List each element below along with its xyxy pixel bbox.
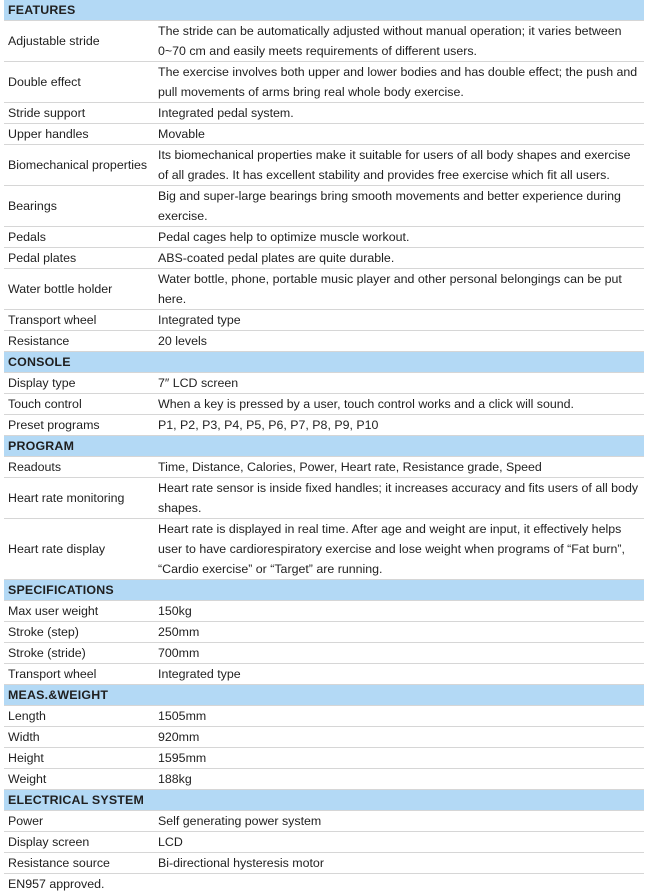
spec-value: Bi-directional hysteresis motor — [154, 853, 644, 874]
spec-value: 920mm — [154, 727, 644, 748]
spec-label: Preset programs — [4, 415, 154, 436]
spec-row — [4, 519, 644, 580]
section-header — [4, 0, 644, 21]
spec-label: Transport wheel — [4, 664, 154, 685]
spec-value: 7″ LCD screen — [154, 373, 644, 394]
section-header — [4, 580, 644, 601]
spec-value: ABS-coated pedal plates are quite durable. — [154, 248, 644, 269]
section-title: PROGRAM — [4, 436, 644, 457]
spec-label: Display type — [4, 373, 154, 394]
spec-value: Pedal cages help to optimize muscle workout. — [154, 227, 644, 248]
spec-value: 1595mm — [154, 748, 644, 769]
spec-row — [4, 769, 644, 790]
spec-value: Heart rate sensor is inside fixed handles; it increases accuracy and fits users of all body shapes. — [154, 478, 644, 519]
spec-value: Big and super-large bearings bring smooth movements and better experience during exercise. — [154, 186, 644, 227]
spec-label: Display screen — [4, 832, 154, 853]
spec-row — [4, 853, 644, 874]
spec-row — [4, 415, 644, 436]
spec-label: Water bottle holder — [4, 269, 154, 310]
spec-value: 20 levels — [154, 331, 644, 352]
section-title: CONSOLE — [4, 352, 644, 373]
spec-row — [4, 373, 644, 394]
spec-row — [4, 748, 644, 769]
spec-value: LCD — [154, 832, 644, 853]
spec-row — [4, 706, 644, 727]
spec-value: Water bottle, phone, portable music player and other personal belongings can be put here. — [154, 269, 644, 310]
spec-value: 250mm — [154, 622, 644, 643]
section-title: MEAS.&WEIGHT — [4, 685, 644, 706]
footer-note: EN957 approved. — [8, 877, 105, 891]
spec-value: Movable — [154, 124, 644, 145]
spec-label: Readouts — [4, 457, 154, 478]
spec-row — [4, 331, 644, 352]
section-title: ELECTRICAL SYSTEM — [4, 790, 644, 811]
spec-value: Self generating power system — [154, 811, 644, 832]
spec-row — [4, 457, 644, 478]
spec-label: Pedal plates — [4, 248, 154, 269]
spec-label: Biomechanical properties — [4, 145, 154, 186]
section-header — [4, 436, 644, 457]
spec-row — [4, 664, 644, 685]
spec-label: Stride support — [4, 103, 154, 124]
spec-sheet — [4, 0, 644, 894]
spec-row — [4, 269, 644, 310]
spec-row — [4, 124, 644, 145]
spec-value: 188kg — [154, 769, 644, 790]
spec-row — [4, 811, 644, 832]
spec-row — [4, 394, 644, 415]
spec-value: Its biomechanical properties make it suitable for users of all body shapes and exercise of all grades. It has excellent stability and provides free exercise which fit all users. — [154, 145, 644, 186]
spec-value: 700mm — [154, 643, 644, 664]
spec-label: Width — [4, 727, 154, 748]
spec-value: Integrated type — [154, 310, 644, 331]
spec-row — [4, 62, 644, 103]
spec-label: Pedals — [4, 227, 154, 248]
spec-label: Resistance — [4, 331, 154, 352]
spec-label: Height — [4, 748, 154, 769]
spec-value: Integrated type — [154, 664, 644, 685]
spec-value: The exercise involves both upper and lower bodies and has double effect; the push and pull movements of arms bring real whole body exercise. — [154, 62, 644, 103]
spec-value: When a key is pressed by a user, touch control works and a click will sound. — [154, 394, 644, 415]
spec-row — [4, 622, 644, 643]
spec-label: Touch control — [4, 394, 154, 415]
spec-row — [4, 601, 644, 622]
section-header — [4, 685, 644, 706]
spec-value: Heart rate is displayed in real time. After age and weight are input, it effectively helps user to have cardiorespiratory exercise and lose weight when programs of “Fat burn”, “Cardio exercise” or “Target” are running. — [154, 519, 644, 580]
section-header — [4, 352, 644, 373]
spec-value: 150kg — [154, 601, 644, 622]
spec-label: Length — [4, 706, 154, 727]
spec-value: P1, P2, P3, P4, P5, P6, P7, P8, P9, P10 — [154, 415, 644, 436]
spec-row — [4, 227, 644, 248]
spec-label: Transport wheel — [4, 310, 154, 331]
spec-label: Power — [4, 811, 154, 832]
spec-value: The stride can be automatically adjusted without manual operation; it varies between 0~70 cm and easily meets requirements of different users. — [154, 21, 644, 62]
spec-label: Adjustable stride — [4, 21, 154, 62]
section-header — [4, 790, 644, 811]
spec-row — [4, 478, 644, 519]
section-title: SPECIFICATIONS — [4, 580, 644, 601]
spec-row — [4, 248, 644, 269]
spec-label: Weight — [4, 769, 154, 790]
spec-row — [4, 832, 644, 853]
spec-row — [4, 643, 644, 664]
spec-value: 1505mm — [154, 706, 644, 727]
spec-row — [4, 186, 644, 227]
spec-label: Max user weight — [4, 601, 154, 622]
spec-label: Heart rate display — [4, 519, 154, 580]
spec-table — [4, 0, 644, 874]
spec-value: Integrated pedal system. — [154, 103, 644, 124]
spec-label: Resistance source — [4, 853, 154, 874]
spec-row — [4, 103, 644, 124]
spec-row — [4, 310, 644, 331]
spec-row — [4, 21, 644, 62]
spec-label: Upper handles — [4, 124, 154, 145]
section-title: FEATURES — [4, 0, 644, 21]
spec-label: Stroke (step) — [4, 622, 154, 643]
spec-label: Heart rate monitoring — [4, 478, 154, 519]
spec-row — [4, 727, 644, 748]
spec-label: Stroke (stride) — [4, 643, 154, 664]
spec-label: Bearings — [4, 186, 154, 227]
spec-row — [4, 145, 644, 186]
spec-label: Double effect — [4, 62, 154, 103]
spec-value: Time, Distance, Calories, Power, Heart rate, Resistance grade, Speed — [154, 457, 644, 478]
